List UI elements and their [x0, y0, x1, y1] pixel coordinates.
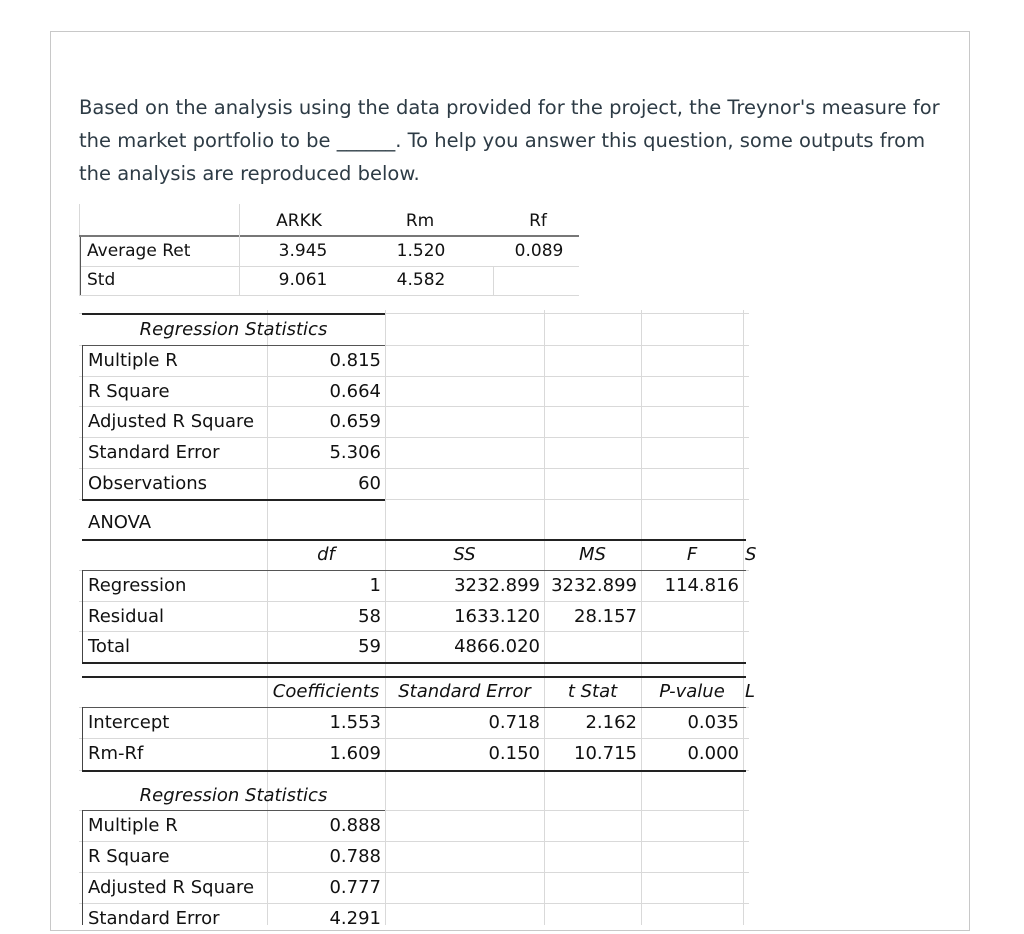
reg1-label: Multiple R [88, 350, 178, 371]
summary-header-rf: Rf [529, 211, 547, 231]
grid-line [79, 376, 749, 377]
table-border [82, 770, 746, 772]
table-border [82, 570, 83, 662]
anova-ms: 28.157 [574, 606, 637, 627]
coef-p: 0.035 [687, 712, 739, 733]
coef-se: 0.150 [488, 743, 540, 764]
anova-header-df: df [317, 544, 335, 565]
table-border [82, 810, 83, 925]
reg2-label: R Square [88, 846, 170, 867]
summary-header-arkk: ARKK [276, 211, 322, 231]
coef-p: 0.000 [687, 743, 739, 764]
table-border [82, 345, 83, 499]
anova-header-clipped: S [745, 544, 757, 565]
coef-t: 10.715 [574, 743, 637, 764]
reg2-label: Standard Error [88, 908, 220, 929]
anova-row-label: Residual [88, 606, 165, 627]
summary-cell: 3.945 [278, 241, 328, 261]
coef-row-label: Intercept [88, 712, 170, 733]
anova-df: 1 [369, 575, 381, 596]
anova-f: 114.816 [664, 575, 739, 596]
anova-df: 59 [358, 636, 381, 657]
anova-ss: 3232.899 [454, 575, 540, 596]
grid-line [239, 204, 240, 296]
reg2-label: Adjusted R Square [88, 877, 255, 898]
summary-row-label: Average Ret [87, 241, 191, 261]
reg2-value: 4.291 [329, 908, 381, 929]
summary-header-rm: Rm [405, 211, 435, 231]
coef-header-coefficients: Coefficients [272, 681, 380, 702]
summary-cell: 1.520 [396, 241, 446, 261]
answer-blank: ______ [336, 129, 396, 152]
reg1-label: Standard Error [88, 442, 220, 463]
anova-title: ANOVA [88, 512, 152, 533]
table-border [82, 707, 83, 770]
reg1-label: R Square [88, 381, 170, 402]
reg1-value: 5.306 [329, 442, 381, 463]
anova-ss: 1633.120 [454, 606, 540, 627]
reg1-value: 0.664 [329, 381, 381, 402]
summary-cell: 4.582 [396, 270, 446, 290]
question-part-2: . To help you answer this question, some outputs from the analysis are reproduced below. [79, 129, 926, 185]
question-part-1: Based on the analysis using the data provided for the project, the Treynor's measure for the market portfolio to be [79, 96, 940, 152]
anova-header-f: F [686, 544, 698, 565]
reg1-value: 0.815 [329, 350, 381, 371]
summary-cell: 9.061 [278, 270, 328, 290]
grid-line [743, 310, 744, 925]
coef-header-clipped: L [745, 681, 756, 702]
reg1-label: Observations [88, 473, 207, 494]
question-text [79, 91, 949, 190]
grid-line [493, 266, 494, 296]
regression-output-sheet [79, 310, 757, 929]
anova-df: 58 [358, 606, 381, 627]
reg2-label: Multiple R [88, 815, 178, 836]
anova-row-label: Total [88, 636, 131, 657]
reg2-value: 0.777 [329, 877, 381, 898]
reg2-title: Regression Statistics [139, 785, 328, 806]
coef-header-t-stat: t Stat [567, 681, 618, 702]
reg2-value: 0.888 [329, 815, 381, 836]
grid-line [79, 841, 749, 842]
table-border [82, 662, 746, 664]
coef-se: 0.718 [488, 712, 540, 733]
anova-row-label: Regression [88, 575, 187, 596]
grid-line [79, 295, 579, 296]
summary-cell: 0.089 [514, 241, 564, 261]
reg1-label: Adjusted R Square [88, 411, 255, 432]
summary-row-label: Std [87, 270, 116, 290]
coef-row-label: Rm-Rf [88, 743, 144, 764]
coef-header-standard-error: Standard Error [398, 681, 531, 702]
anova-ss: 4866.020 [454, 636, 540, 657]
anova-header-ms: MS [579, 544, 606, 565]
coef-value: 1.553 [329, 712, 381, 733]
reg1-value: 60 [358, 473, 381, 494]
coef-t: 2.162 [585, 712, 637, 733]
grid-line [80, 237, 81, 295]
coef-value: 1.609 [329, 743, 381, 764]
reg1-value: 0.659 [329, 411, 381, 432]
grid-line [641, 310, 642, 925]
anova-ms: 3232.899 [551, 575, 637, 596]
summary-table [79, 204, 579, 296]
summary-cell [511, 266, 567, 295]
reg1-title: Regression Statistics [139, 319, 328, 340]
anova-header-ss: SS [453, 544, 476, 565]
reg2-value: 0.788 [329, 846, 381, 867]
table-border [82, 499, 385, 501]
coef-header-p-value: P-value [659, 681, 725, 702]
